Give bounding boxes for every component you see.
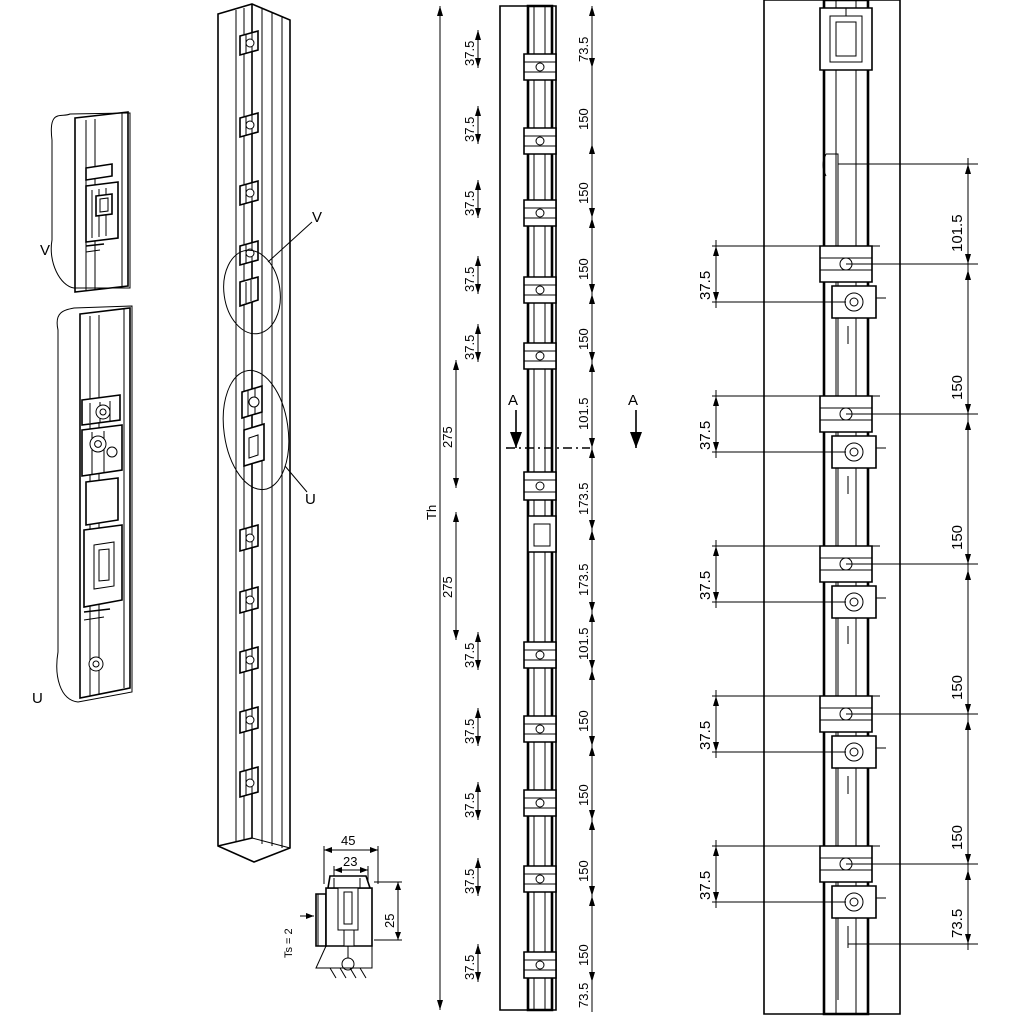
dim-enl-right-5: 150 bbox=[949, 824, 966, 850]
dim-enl-right-6: 73.5 bbox=[949, 908, 966, 938]
dim-left-6: 37.5 bbox=[462, 642, 477, 668]
dim-right-6: 101.5 bbox=[576, 397, 591, 430]
dim-25: 25 bbox=[382, 913, 397, 928]
iso-callout-u-label: U bbox=[305, 491, 316, 508]
dim-enl-right-3: 150 bbox=[949, 524, 966, 550]
dim-right-5: 150 bbox=[576, 328, 591, 350]
dim-right-14: 73.5 bbox=[576, 982, 591, 1008]
isometric-view bbox=[216, 4, 322, 862]
dim-left-3: 37.5 bbox=[462, 190, 477, 216]
detail-view-v bbox=[40, 112, 130, 292]
dim-right-7: 173.5 bbox=[576, 482, 591, 515]
dim-right-11: 150 bbox=[576, 784, 591, 806]
dim-right-12: 150 bbox=[576, 860, 591, 882]
dim-enl-right-2: 150 bbox=[949, 374, 966, 400]
dim-enl-right-1: 101.5 bbox=[949, 214, 966, 252]
dim-th: Th bbox=[424, 504, 439, 520]
dim-left-7: 37.5 bbox=[462, 718, 477, 744]
dim-left-4: 37.5 bbox=[462, 266, 477, 292]
detail-v-label: V bbox=[40, 242, 51, 259]
dim-right-8: 173.5 bbox=[576, 563, 591, 596]
cross-section-detail bbox=[283, 833, 402, 978]
dim-left-2: 37.5 bbox=[462, 116, 477, 142]
enlarged-top-assembly bbox=[820, 8, 872, 70]
front-left-dimensions bbox=[440, 30, 481, 982]
dim-right-2: 150 bbox=[576, 108, 591, 130]
dim-left-275-a: 275 bbox=[440, 426, 455, 448]
dim-right-1: 73.5 bbox=[576, 36, 591, 62]
front-right-dimensions bbox=[576, 6, 595, 1012]
dim-enl-right-4: 150 bbox=[949, 674, 966, 700]
dim-enl-left-3: 37.5 bbox=[697, 570, 714, 600]
dim-enl-left-5: 37.5 bbox=[697, 870, 714, 900]
iso-callout-v-label: V bbox=[312, 209, 323, 226]
enlarged-elevation-view bbox=[697, 0, 978, 1014]
dim-left-10: 37.5 bbox=[462, 954, 477, 980]
dim-left-9: 37.5 bbox=[462, 868, 477, 894]
dim-left-1: 37.5 bbox=[462, 40, 477, 66]
dim-45: 45 bbox=[341, 833, 356, 848]
dim-23: 23 bbox=[343, 854, 358, 869]
dim-right-10: 150 bbox=[576, 710, 591, 732]
dim-enl-left-4: 37.5 bbox=[697, 720, 714, 750]
dim-right-9: 101.5 bbox=[576, 627, 591, 660]
section-label-a-right: A bbox=[628, 392, 639, 409]
dim-ts: Ts = 2 bbox=[283, 928, 295, 958]
dim-right-3: 150 bbox=[576, 182, 591, 204]
dim-left-8: 37.5 bbox=[462, 792, 477, 818]
detail-view-u bbox=[32, 306, 132, 707]
dim-left-5: 37.5 bbox=[462, 334, 477, 360]
enlarged-hardware-set bbox=[820, 246, 886, 948]
dim-right-13: 150 bbox=[576, 944, 591, 966]
dim-left-275-b: 275 bbox=[440, 576, 455, 598]
dim-enl-left-1: 37.5 bbox=[697, 270, 714, 300]
detail-u-hardware bbox=[82, 395, 122, 671]
detail-u-label: U bbox=[32, 690, 43, 707]
front-elevation-view bbox=[424, 6, 642, 1012]
detail-v-hardware bbox=[86, 164, 118, 252]
dim-enl-left-2: 37.5 bbox=[697, 420, 714, 450]
dim-right-4: 150 bbox=[576, 258, 591, 280]
section-label-a-left: A bbox=[508, 392, 519, 409]
